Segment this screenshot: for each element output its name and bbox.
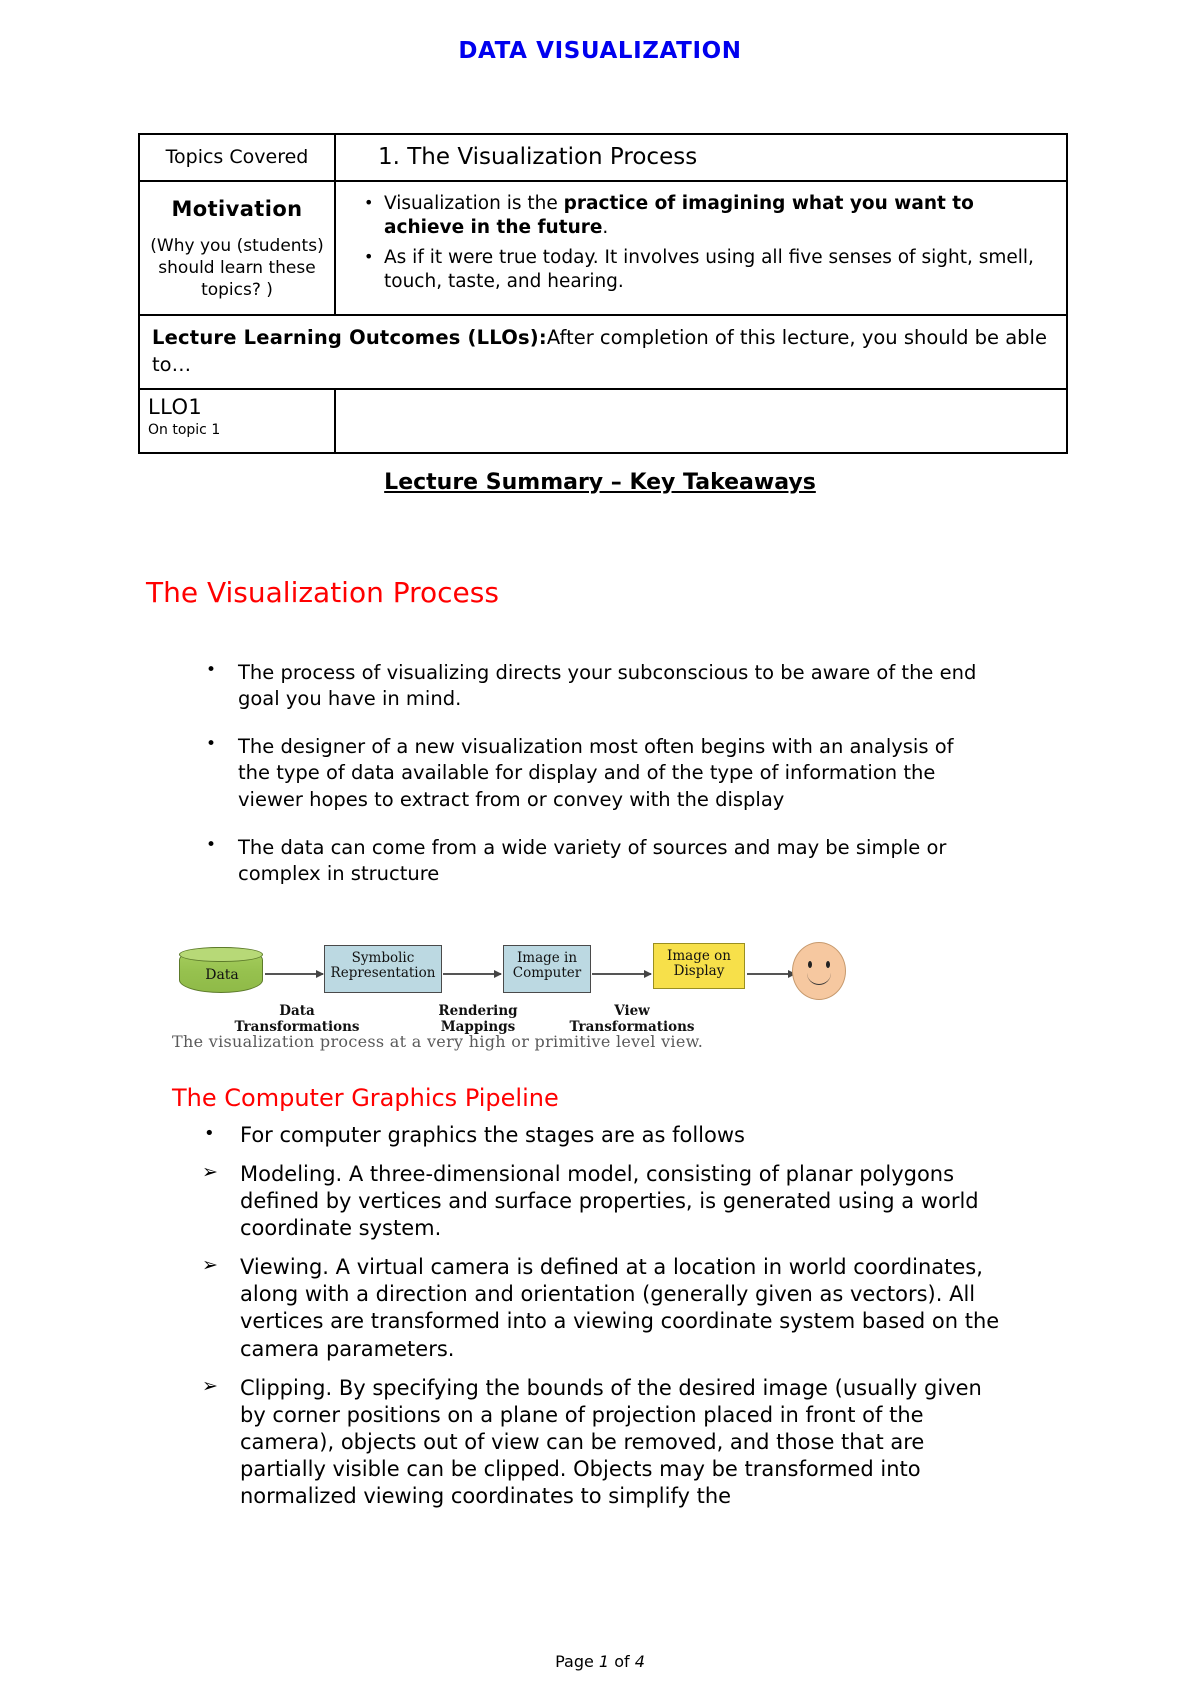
arrow-icon-image-to-display	[592, 973, 651, 975]
page-footer	[0, 1652, 1200, 1671]
motivation-bullet-1-before: Visualization is the	[384, 193, 564, 214]
graphics-pipeline-list	[200, 1122, 1000, 1522]
table-row-llo1	[139, 389, 1067, 453]
diagram-node-symbolic-representation: Symbolic Representation	[324, 945, 442, 993]
topics-covered-label: Topics Covered	[139, 134, 335, 181]
motivation-body-cell	[335, 181, 1067, 315]
motivation-bullet-1-after: .	[602, 217, 609, 239]
bullet-text: The data can come from a wide variety of sources and may be simple or complex in structure	[238, 835, 947, 885]
motivation-bullet-list	[342, 192, 1052, 295]
list-item	[200, 734, 990, 812]
arrow-bullet-icon: ➢	[202, 1374, 218, 1397]
llo-header-bold: Lecture Learning Outcomes (LLOs):	[152, 325, 547, 349]
bullet-dot-icon: •	[206, 834, 217, 855]
edge-label-view-transformations: View Transformations	[569, 1003, 695, 1036]
pipeline-item-text: Modeling. A three-dimensional model, consisting of planar polygons defined by vertices and surface properties, is generated using a world coordinate system.	[240, 1162, 979, 1241]
pipeline-item-text: Clipping. By specifying the bounds of the desired image (usually given by corner positions on a plane of projection placed in front of the camera), objects out of view can be removed, and those that are partially visible can be clipped. Objects may be transformed into normalized viewing coordinates to simplify the	[240, 1375, 982, 1508]
list-item	[200, 660, 990, 712]
pipeline-item-text: For computer graphics the stages are as follows	[240, 1123, 745, 1147]
llo1-text-cell	[335, 389, 1067, 453]
database-cylinder-icon	[179, 947, 263, 993]
edge-label-data-transformations: Data Transformations	[234, 1003, 360, 1036]
bullet-text: The process of visualizing directs your subconscious to be aware of the end goal you have in mind.	[238, 661, 977, 711]
footer-current-page: 1	[598, 1652, 610, 1671]
bullet-dot-icon: •	[206, 734, 217, 755]
llo1-topic: On topic 1	[148, 421, 221, 438]
llo-header-rest: After completion of this lecture, you should be able to…	[152, 325, 1047, 376]
footer-middle: of	[609, 1652, 635, 1671]
diagram-node-image-on-display: Image on Display	[653, 943, 745, 989]
list-item	[342, 246, 1052, 295]
arrow-icon-symbolic-to-image	[443, 973, 501, 975]
list-item	[342, 192, 1052, 241]
llo1-tag-cell	[139, 389, 335, 453]
face-smile	[807, 973, 831, 985]
motivation-subtext: (Why you (students) should learn these topics? )	[150, 235, 324, 301]
lecture-info-table	[138, 133, 1068, 454]
bullet-dot-icon: •	[204, 1123, 215, 1144]
face-right-eye	[826, 961, 830, 968]
bullet-dot-icon: •	[364, 193, 374, 212]
diagram-node-row	[170, 937, 870, 999]
table-row-topics	[139, 134, 1067, 181]
face-left-eye	[808, 961, 812, 968]
figure-caption: The visualization process at a very high or primitive level view.	[172, 1032, 704, 1051]
diagram-node-image-in-computer: Image in Computer	[503, 945, 591, 993]
llo1-number: LLO1	[148, 395, 203, 420]
arrow-icon-data-to-symbolic	[265, 973, 323, 975]
cylinder-top-ellipse	[179, 947, 263, 962]
motivation-bullet-1-bold: practice of imagining what you want to achieve in the future	[384, 193, 974, 239]
motivation-cell	[139, 181, 335, 315]
list-item	[200, 1161, 1000, 1242]
bullet-text: The designer of a new visualization most often begins with an analysis of the type of data available for display and of the type of information the viewer hopes to extract from or convey with the display	[238, 735, 954, 811]
viewer-face-icon	[792, 942, 846, 1000]
bullet-dot-icon: •	[206, 660, 217, 680]
list-item	[200, 1375, 1000, 1510]
arrow-icon-display-to-viewer	[747, 973, 795, 975]
bullet-dot-icon: •	[364, 246, 374, 266]
llo-header-cell	[139, 315, 1067, 390]
visualization-process-bullets	[200, 660, 990, 909]
arrow-bullet-icon: ➢	[202, 1254, 218, 1277]
list-item	[200, 1122, 1000, 1149]
list-item	[200, 1254, 1000, 1362]
pipeline-item-text: Viewing. A virtual camera is defined at a location in world coordinates, along with a direction and orientation (generally given as vectors). All vertices are transformed into a viewing coordinate system based on the camera parameters.	[240, 1255, 1000, 1361]
table-row-motivation	[139, 181, 1067, 315]
footer-prefix: Page	[555, 1652, 599, 1671]
list-item	[200, 835, 990, 887]
section-heading-graphics-pipeline: The Computer Graphics Pipeline	[172, 1084, 559, 1112]
edge-label-rendering-mappings: Rendering Mappings	[438, 1003, 518, 1036]
section-heading-visualization-process: The Visualization Process	[146, 576, 499, 609]
motivation-label: Motivation	[171, 197, 303, 221]
table-row-llo-header	[139, 315, 1067, 390]
lecture-summary-heading: Lecture Summary – Key Takeaways	[384, 470, 816, 495]
motivation-bullet-2-text: As if it were true today. It involves using all five senses of sight, smell, touch, taste, and hearing.	[384, 246, 1034, 293]
arrow-bullet-icon: ➢	[202, 1161, 218, 1184]
page-title: DATA VISUALIZATION	[458, 38, 742, 64]
topics-covered-value: 1. The Visualization Process	[335, 134, 1067, 181]
footer-total-pages: 4	[634, 1652, 645, 1671]
diagram-node-data-label: Data	[205, 967, 239, 983]
